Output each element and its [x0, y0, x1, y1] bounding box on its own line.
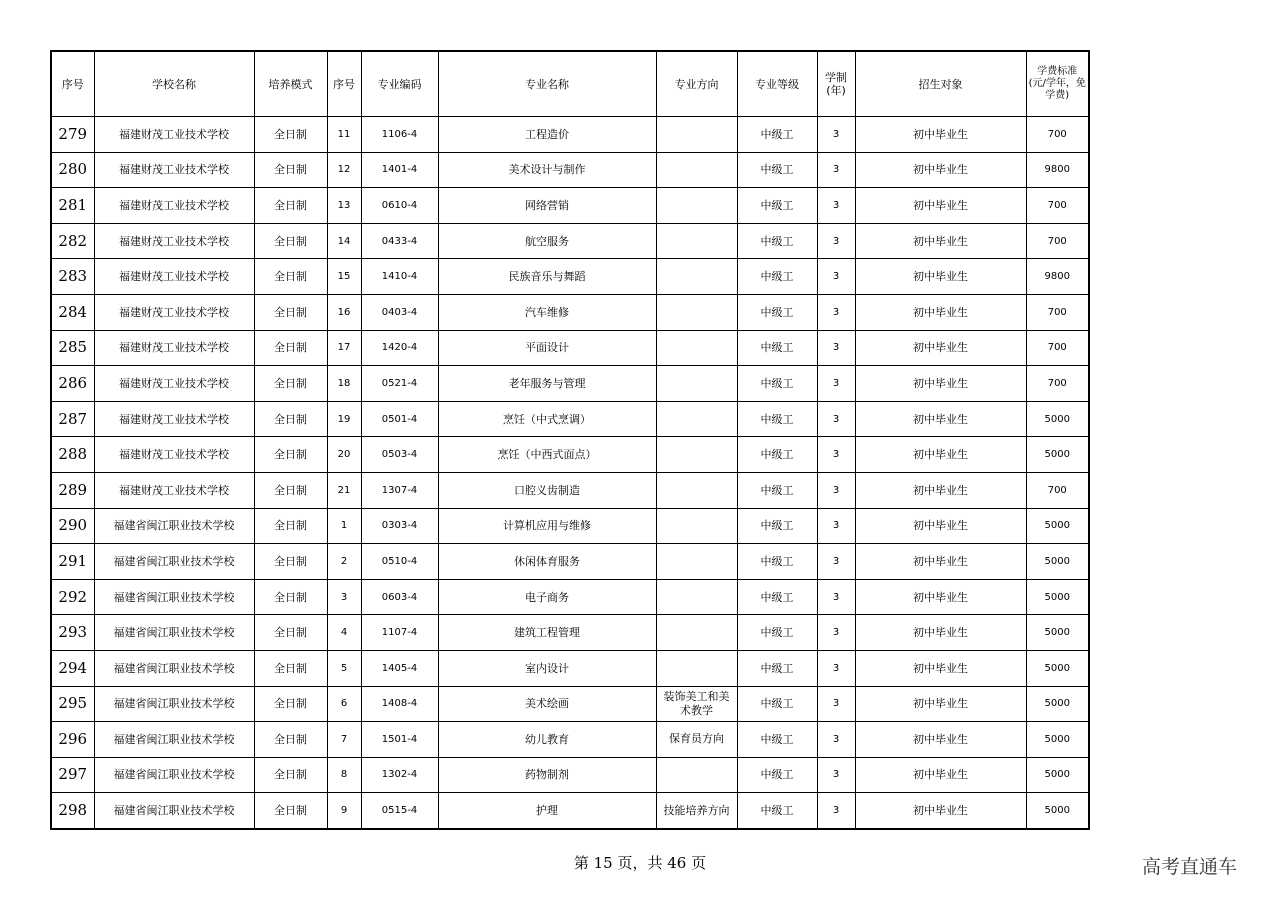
cell-years: 3 — [817, 508, 855, 544]
cell-seq2: 3 — [327, 579, 361, 615]
cell-mode: 全日制 — [254, 294, 327, 330]
cell-direction — [656, 223, 737, 259]
cell-fee: 5000 — [1026, 401, 1089, 437]
cell-major: 室内设计 — [438, 650, 656, 686]
cell-major: 烹饪（中西式面点） — [438, 437, 656, 473]
table-row — [51, 401, 1089, 437]
cell-direction — [656, 117, 737, 153]
cell-code: 0515-4 — [361, 793, 438, 829]
cell-major: 美术绘画 — [438, 686, 656, 722]
cell-major: 计算机应用与维修 — [438, 508, 656, 544]
cell-school: 福建财茂工业技术学校 — [94, 117, 254, 153]
cell-target: 初中毕业生 — [855, 508, 1026, 544]
cell-code: 1401-4 — [361, 152, 438, 188]
cell-fee: 700 — [1026, 366, 1089, 402]
cell-level: 中级工 — [737, 294, 817, 330]
cell-fee: 5000 — [1026, 793, 1089, 829]
table-row — [51, 650, 1089, 686]
cell-fee: 5000 — [1026, 508, 1089, 544]
table-row — [51, 615, 1089, 651]
cell-mode: 全日制 — [254, 793, 327, 829]
header-seq: 序号 — [51, 51, 94, 117]
cell-target: 初中毕业生 — [855, 401, 1026, 437]
cell-major: 汽车维修 — [438, 294, 656, 330]
cell-fee: 9800 — [1026, 152, 1089, 188]
cell-direction — [656, 615, 737, 651]
cell-direction: 技能培养方向 — [656, 793, 737, 829]
cell-direction — [656, 579, 737, 615]
cell-code: 1302-4 — [361, 757, 438, 793]
cell-mode: 全日制 — [254, 223, 327, 259]
cell-years: 3 — [817, 401, 855, 437]
cell-years: 3 — [817, 650, 855, 686]
table-row — [51, 793, 1089, 829]
cell-seq2: 7 — [327, 722, 361, 758]
cell-fee: 5000 — [1026, 437, 1089, 473]
cell-seq2: 9 — [327, 793, 361, 829]
cell-code: 0521-4 — [361, 366, 438, 402]
cell-seq: 297 — [51, 757, 94, 793]
cell-major: 航空服务 — [438, 223, 656, 259]
cell-years: 3 — [817, 544, 855, 580]
header-code: 专业编码 — [361, 51, 438, 117]
cell-mode: 全日制 — [254, 757, 327, 793]
cell-level: 中级工 — [737, 722, 817, 758]
cell-fee: 5000 — [1026, 722, 1089, 758]
cell-code: 0403-4 — [361, 294, 438, 330]
cell-mode: 全日制 — [254, 152, 327, 188]
cell-level: 中级工 — [737, 330, 817, 366]
cell-seq: 281 — [51, 188, 94, 224]
cell-direction — [656, 152, 737, 188]
cell-school: 福建财茂工业技术学校 — [94, 401, 254, 437]
table-row — [51, 294, 1089, 330]
header-direction: 专业方向 — [656, 51, 737, 117]
cell-seq2: 19 — [327, 401, 361, 437]
table-row — [51, 152, 1089, 188]
cell-level: 中级工 — [737, 366, 817, 402]
cell-seq2: 5 — [327, 650, 361, 686]
cell-seq: 283 — [51, 259, 94, 295]
cell-mode: 全日制 — [254, 330, 327, 366]
cell-level: 中级工 — [737, 223, 817, 259]
cell-seq: 289 — [51, 472, 94, 508]
cell-level: 中级工 — [737, 401, 817, 437]
cell-school: 福建财茂工业技术学校 — [94, 259, 254, 295]
cell-seq: 284 — [51, 294, 94, 330]
cell-seq2: 2 — [327, 544, 361, 580]
cell-fee: 5000 — [1026, 579, 1089, 615]
cell-seq2: 17 — [327, 330, 361, 366]
table-row — [51, 757, 1089, 793]
cell-years: 3 — [817, 615, 855, 651]
table-row — [51, 472, 1089, 508]
cell-code: 0501-4 — [361, 401, 438, 437]
cell-years: 3 — [817, 722, 855, 758]
cell-target: 初中毕业生 — [855, 437, 1026, 473]
header-fee: 学费标准 (元/学年，免学费) — [1026, 51, 1089, 117]
cell-seq2: 21 — [327, 472, 361, 508]
cell-school: 福建省闽江职业技术学校 — [94, 793, 254, 829]
cell-fee: 700 — [1026, 294, 1089, 330]
cell-code: 0503-4 — [361, 437, 438, 473]
cell-years: 3 — [817, 188, 855, 224]
cell-seq: 286 — [51, 366, 94, 402]
cell-level: 中级工 — [737, 508, 817, 544]
cell-target: 初中毕业生 — [855, 223, 1026, 259]
cell-seq: 288 — [51, 437, 94, 473]
watermark: 高考直通车 — [1142, 856, 1238, 878]
cell-seq: 291 — [51, 544, 94, 580]
cell-school: 福建财茂工业技术学校 — [94, 223, 254, 259]
table-row — [51, 508, 1089, 544]
cell-mode: 全日制 — [254, 401, 327, 437]
cell-seq2: 18 — [327, 366, 361, 402]
header-mode: 培养模式 — [254, 51, 327, 117]
table-row — [51, 117, 1089, 153]
cell-target: 初中毕业生 — [855, 757, 1026, 793]
cell-fee: 700 — [1026, 117, 1089, 153]
cell-years: 3 — [817, 686, 855, 722]
cell-seq2: 1 — [327, 508, 361, 544]
cell-seq: 280 — [51, 152, 94, 188]
cell-years: 3 — [817, 437, 855, 473]
cell-seq2: 4 — [327, 615, 361, 651]
cell-years: 3 — [817, 366, 855, 402]
cell-major: 口腔义齿制造 — [438, 472, 656, 508]
cell-major: 护理 — [438, 793, 656, 829]
cell-mode: 全日制 — [254, 544, 327, 580]
cell-mode: 全日制 — [254, 117, 327, 153]
table-row — [51, 544, 1089, 580]
cell-seq: 296 — [51, 722, 94, 758]
cell-years: 3 — [817, 757, 855, 793]
cell-direction — [656, 401, 737, 437]
cell-level: 中级工 — [737, 615, 817, 651]
cell-major: 美术设计与制作 — [438, 152, 656, 188]
cell-school: 福建财茂工业技术学校 — [94, 437, 254, 473]
cell-target: 初中毕业生 — [855, 259, 1026, 295]
cell-seq: 279 — [51, 117, 94, 153]
cell-mode: 全日制 — [254, 722, 327, 758]
cell-direction — [656, 757, 737, 793]
cell-level: 中级工 — [737, 188, 817, 224]
cell-code: 1107-4 — [361, 615, 438, 651]
cell-level: 中级工 — [737, 437, 817, 473]
table-row — [51, 259, 1089, 295]
cell-seq: 294 — [51, 650, 94, 686]
cell-fee: 5000 — [1026, 615, 1089, 651]
cell-years: 3 — [817, 472, 855, 508]
cell-seq2: 14 — [327, 223, 361, 259]
cell-seq: 293 — [51, 615, 94, 651]
table-header-row — [51, 51, 1089, 117]
cell-target: 初中毕业生 — [855, 366, 1026, 402]
cell-mode: 全日制 — [254, 686, 327, 722]
cell-direction — [656, 294, 737, 330]
cell-major: 建筑工程管理 — [438, 615, 656, 651]
enrollment-table — [50, 50, 1090, 830]
cell-years: 3 — [817, 152, 855, 188]
cell-seq: 295 — [51, 686, 94, 722]
cell-seq: 292 — [51, 579, 94, 615]
cell-mode: 全日制 — [254, 472, 327, 508]
header-level: 专业等级 — [737, 51, 817, 117]
cell-code: 1410-4 — [361, 259, 438, 295]
cell-major: 幼儿教育 — [438, 722, 656, 758]
cell-fee: 700 — [1026, 223, 1089, 259]
table-row — [51, 366, 1089, 402]
cell-seq2: 12 — [327, 152, 361, 188]
cell-school: 福建省闽江职业技术学校 — [94, 615, 254, 651]
cell-years: 3 — [817, 294, 855, 330]
cell-target: 初中毕业生 — [855, 650, 1026, 686]
cell-target: 初中毕业生 — [855, 579, 1026, 615]
cell-seq: 287 — [51, 401, 94, 437]
cell-seq2: 15 — [327, 259, 361, 295]
cell-fee: 5000 — [1026, 686, 1089, 722]
cell-major: 休闲体育服务 — [438, 544, 656, 580]
cell-code: 1106-4 — [361, 117, 438, 153]
cell-years: 3 — [817, 579, 855, 615]
cell-code: 0303-4 — [361, 508, 438, 544]
cell-seq2: 6 — [327, 686, 361, 722]
cell-seq2: 20 — [327, 437, 361, 473]
cell-major: 工程造价 — [438, 117, 656, 153]
cell-target: 初中毕业生 — [855, 472, 1026, 508]
cell-mode: 全日制 — [254, 508, 327, 544]
cell-level: 中级工 — [737, 793, 817, 829]
cell-code: 1501-4 — [361, 722, 438, 758]
cell-code: 0510-4 — [361, 544, 438, 580]
cell-direction: 保育员方向 — [656, 722, 737, 758]
cell-level: 中级工 — [737, 259, 817, 295]
cell-school: 福建财茂工业技术学校 — [94, 330, 254, 366]
cell-mode: 全日制 — [254, 188, 327, 224]
cell-school: 福建省闽江职业技术学校 — [94, 544, 254, 580]
header-target: 招生对象 — [855, 51, 1026, 117]
cell-seq2: 16 — [327, 294, 361, 330]
cell-direction — [656, 259, 737, 295]
cell-target: 初中毕业生 — [855, 188, 1026, 224]
header-major: 专业名称 — [438, 51, 656, 117]
cell-direction — [656, 437, 737, 473]
header-seq2: 序号 — [327, 51, 361, 117]
cell-target: 初中毕业生 — [855, 294, 1026, 330]
cell-school: 福建财茂工业技术学校 — [94, 188, 254, 224]
cell-major: 老年服务与管理 — [438, 366, 656, 402]
cell-code: 1405-4 — [361, 650, 438, 686]
cell-code: 0433-4 — [361, 223, 438, 259]
cell-fee: 5000 — [1026, 650, 1089, 686]
cell-years: 3 — [817, 330, 855, 366]
cell-years: 3 — [817, 793, 855, 829]
cell-major: 平面设计 — [438, 330, 656, 366]
cell-major: 民族音乐与舞蹈 — [438, 259, 656, 295]
cell-direction: 装饰美工和美术教学 — [656, 686, 737, 722]
table-row — [51, 722, 1089, 758]
cell-code: 1408-4 — [361, 686, 438, 722]
cell-level: 中级工 — [737, 117, 817, 153]
cell-code: 1307-4 — [361, 472, 438, 508]
cell-school: 福建省闽江职业技术学校 — [94, 722, 254, 758]
cell-direction — [656, 366, 737, 402]
cell-level: 中级工 — [737, 152, 817, 188]
table-row — [51, 188, 1089, 224]
cell-mode: 全日制 — [254, 437, 327, 473]
cell-years: 3 — [817, 223, 855, 259]
cell-seq: 285 — [51, 330, 94, 366]
cell-direction — [656, 330, 737, 366]
page-footer: 第 15 页，共 46 页 — [573, 854, 707, 872]
cell-school: 福建省闽江职业技术学校 — [94, 579, 254, 615]
cell-mode: 全日制 — [254, 579, 327, 615]
cell-direction — [656, 188, 737, 224]
cell-mode: 全日制 — [254, 615, 327, 651]
cell-fee: 700 — [1026, 472, 1089, 508]
cell-school: 福建财茂工业技术学校 — [94, 472, 254, 508]
cell-target: 初中毕业生 — [855, 117, 1026, 153]
cell-direction — [656, 544, 737, 580]
cell-level: 中级工 — [737, 686, 817, 722]
table-row — [51, 686, 1089, 722]
table-row — [51, 579, 1089, 615]
cell-level: 中级工 — [737, 757, 817, 793]
cell-target: 初中毕业生 — [855, 686, 1026, 722]
cell-fee: 5000 — [1026, 757, 1089, 793]
cell-fee: 9800 — [1026, 259, 1089, 295]
cell-school: 福建省闽江职业技术学校 — [94, 508, 254, 544]
cell-mode: 全日制 — [254, 366, 327, 402]
cell-years: 3 — [817, 117, 855, 153]
cell-school: 福建财茂工业技术学校 — [94, 294, 254, 330]
header-years: 学制 (年) — [817, 51, 855, 117]
cell-major: 药物制剂 — [438, 757, 656, 793]
cell-seq: 290 — [51, 508, 94, 544]
cell-seq2: 8 — [327, 757, 361, 793]
cell-direction — [656, 650, 737, 686]
table-row — [51, 223, 1089, 259]
cell-code: 0603-4 — [361, 579, 438, 615]
cell-mode: 全日制 — [254, 650, 327, 686]
cell-fee: 700 — [1026, 330, 1089, 366]
cell-direction — [656, 508, 737, 544]
cell-school: 福建省闽江职业技术学校 — [94, 686, 254, 722]
cell-code: 0610-4 — [361, 188, 438, 224]
cell-seq: 298 — [51, 793, 94, 829]
cell-major: 网络营销 — [438, 188, 656, 224]
header-school: 学校名称 — [94, 51, 254, 117]
cell-major: 电子商务 — [438, 579, 656, 615]
cell-seq: 282 — [51, 223, 94, 259]
cell-level: 中级工 — [737, 472, 817, 508]
cell-target: 初中毕业生 — [855, 722, 1026, 758]
cell-years: 3 — [817, 259, 855, 295]
cell-mode: 全日制 — [254, 259, 327, 295]
cell-level: 中级工 — [737, 579, 817, 615]
cell-major: 烹饪（中式烹调） — [438, 401, 656, 437]
cell-seq2: 11 — [327, 117, 361, 153]
cell-fee: 700 — [1026, 188, 1089, 224]
cell-school: 福建财茂工业技术学校 — [94, 152, 254, 188]
cell-direction — [656, 472, 737, 508]
cell-school: 福建省闽江职业技术学校 — [94, 650, 254, 686]
table-row — [51, 437, 1089, 473]
cell-target: 初中毕业生 — [855, 330, 1026, 366]
cell-school: 福建省闽江职业技术学校 — [94, 757, 254, 793]
cell-code: 1420-4 — [361, 330, 438, 366]
cell-level: 中级工 — [737, 650, 817, 686]
cell-school: 福建财茂工业技术学校 — [94, 366, 254, 402]
table-body — [51, 117, 1089, 829]
cell-seq2: 13 — [327, 188, 361, 224]
cell-level: 中级工 — [737, 544, 817, 580]
table-row — [51, 330, 1089, 366]
cell-target: 初中毕业生 — [855, 152, 1026, 188]
cell-fee: 5000 — [1026, 544, 1089, 580]
cell-target: 初中毕业生 — [855, 615, 1026, 651]
cell-target: 初中毕业生 — [855, 544, 1026, 580]
cell-target: 初中毕业生 — [855, 793, 1026, 829]
